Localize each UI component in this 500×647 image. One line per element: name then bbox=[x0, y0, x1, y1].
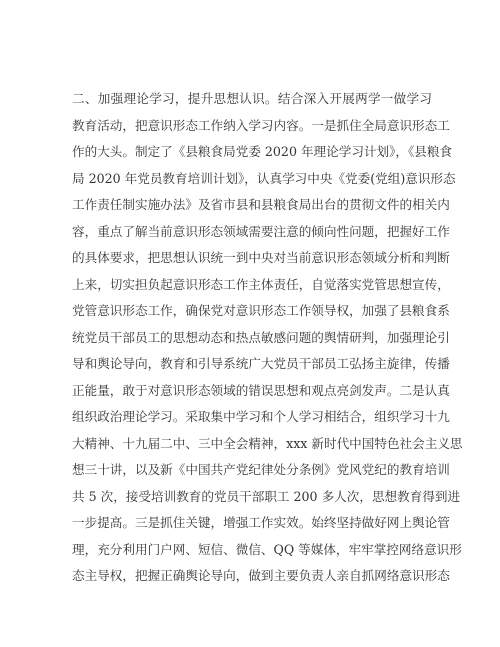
paragraph-line: 导和舆论导向，教育和引导系统广大党员干部员工弘扬主旋律，传播 bbox=[72, 356, 450, 371]
paragraph-line: 统党员干部员工的思想动态和热点敏感问题的舆情研判，加强理论引 bbox=[72, 329, 450, 345]
paragraph-line: 组织政治理论学习。采取集中学习和个人学习相结合，组织学习十九 bbox=[72, 409, 450, 424]
paragraph-line: 工作责任制实施办法》及省市县和县粮食局出台的贯彻文件的相关内 bbox=[72, 197, 450, 212]
body-paragraph bbox=[72, 86, 463, 590]
paragraph-line: 的具体要求，把思想认识统一到中央对当前意识形态领域分析和判断 bbox=[72, 250, 450, 265]
paragraph-line: 教育活动，把意识形态工作纳入学习内容。一是抓住全局意识形态工 bbox=[72, 117, 450, 133]
paragraph-line: 二、加强理论学习，提升思想认识。结合深入开展两学一做学习 bbox=[72, 91, 432, 106]
paragraph-line: 大精神、十九届二中、三中全会精神，xxx 新时代中国特色社会主义思 bbox=[72, 435, 463, 451]
paragraph-line: 共 5 次，接受培训教育的党员干部职工 200 多人次，思想教育得到进 bbox=[72, 488, 461, 504]
paragraph-line: 容，重点了解当前意识形态领域需要注意的倾向性问题，把握好工作 bbox=[72, 223, 450, 239]
paragraph-line: 一步提高。三是抓住关键，增强工作实效。始终坚持做好网上舆论管 bbox=[72, 515, 450, 530]
paragraph-line: 局 2020 年党员教育培训计划》，认真学习中央《党委(党组)意识形态 bbox=[72, 170, 456, 186]
paragraph-line: 上来，切实担负起意识形态工作主体责任，自觉落实党管思想宣传， bbox=[72, 276, 450, 292]
paragraph-line: 理，充分利用门户网、短信、微信、QQ 等媒体，牢牢掌控网络意识形 bbox=[72, 541, 462, 557]
paragraph-line: 想三十讲，以及新《中国共产党纪律处分条例》党风党纪的教育培训 bbox=[72, 462, 450, 477]
paragraph-line: 态主导权，把握正确舆论导向，做到主要负责人亲自抓网络意识形态 bbox=[72, 568, 450, 583]
paragraph-line: 作的大头。制定了《县粮食局党委 2020 年理论学习计划》，《县粮食 bbox=[72, 144, 453, 159]
paragraph-line: 正能量，敢于对意识形态领域的错误思想和观点亮剑发声。二是认真 bbox=[72, 382, 450, 398]
paragraph-line: 党管意识形态工作，确保党对意识形态工作领导权，加强了县粮食系 bbox=[72, 303, 450, 318]
